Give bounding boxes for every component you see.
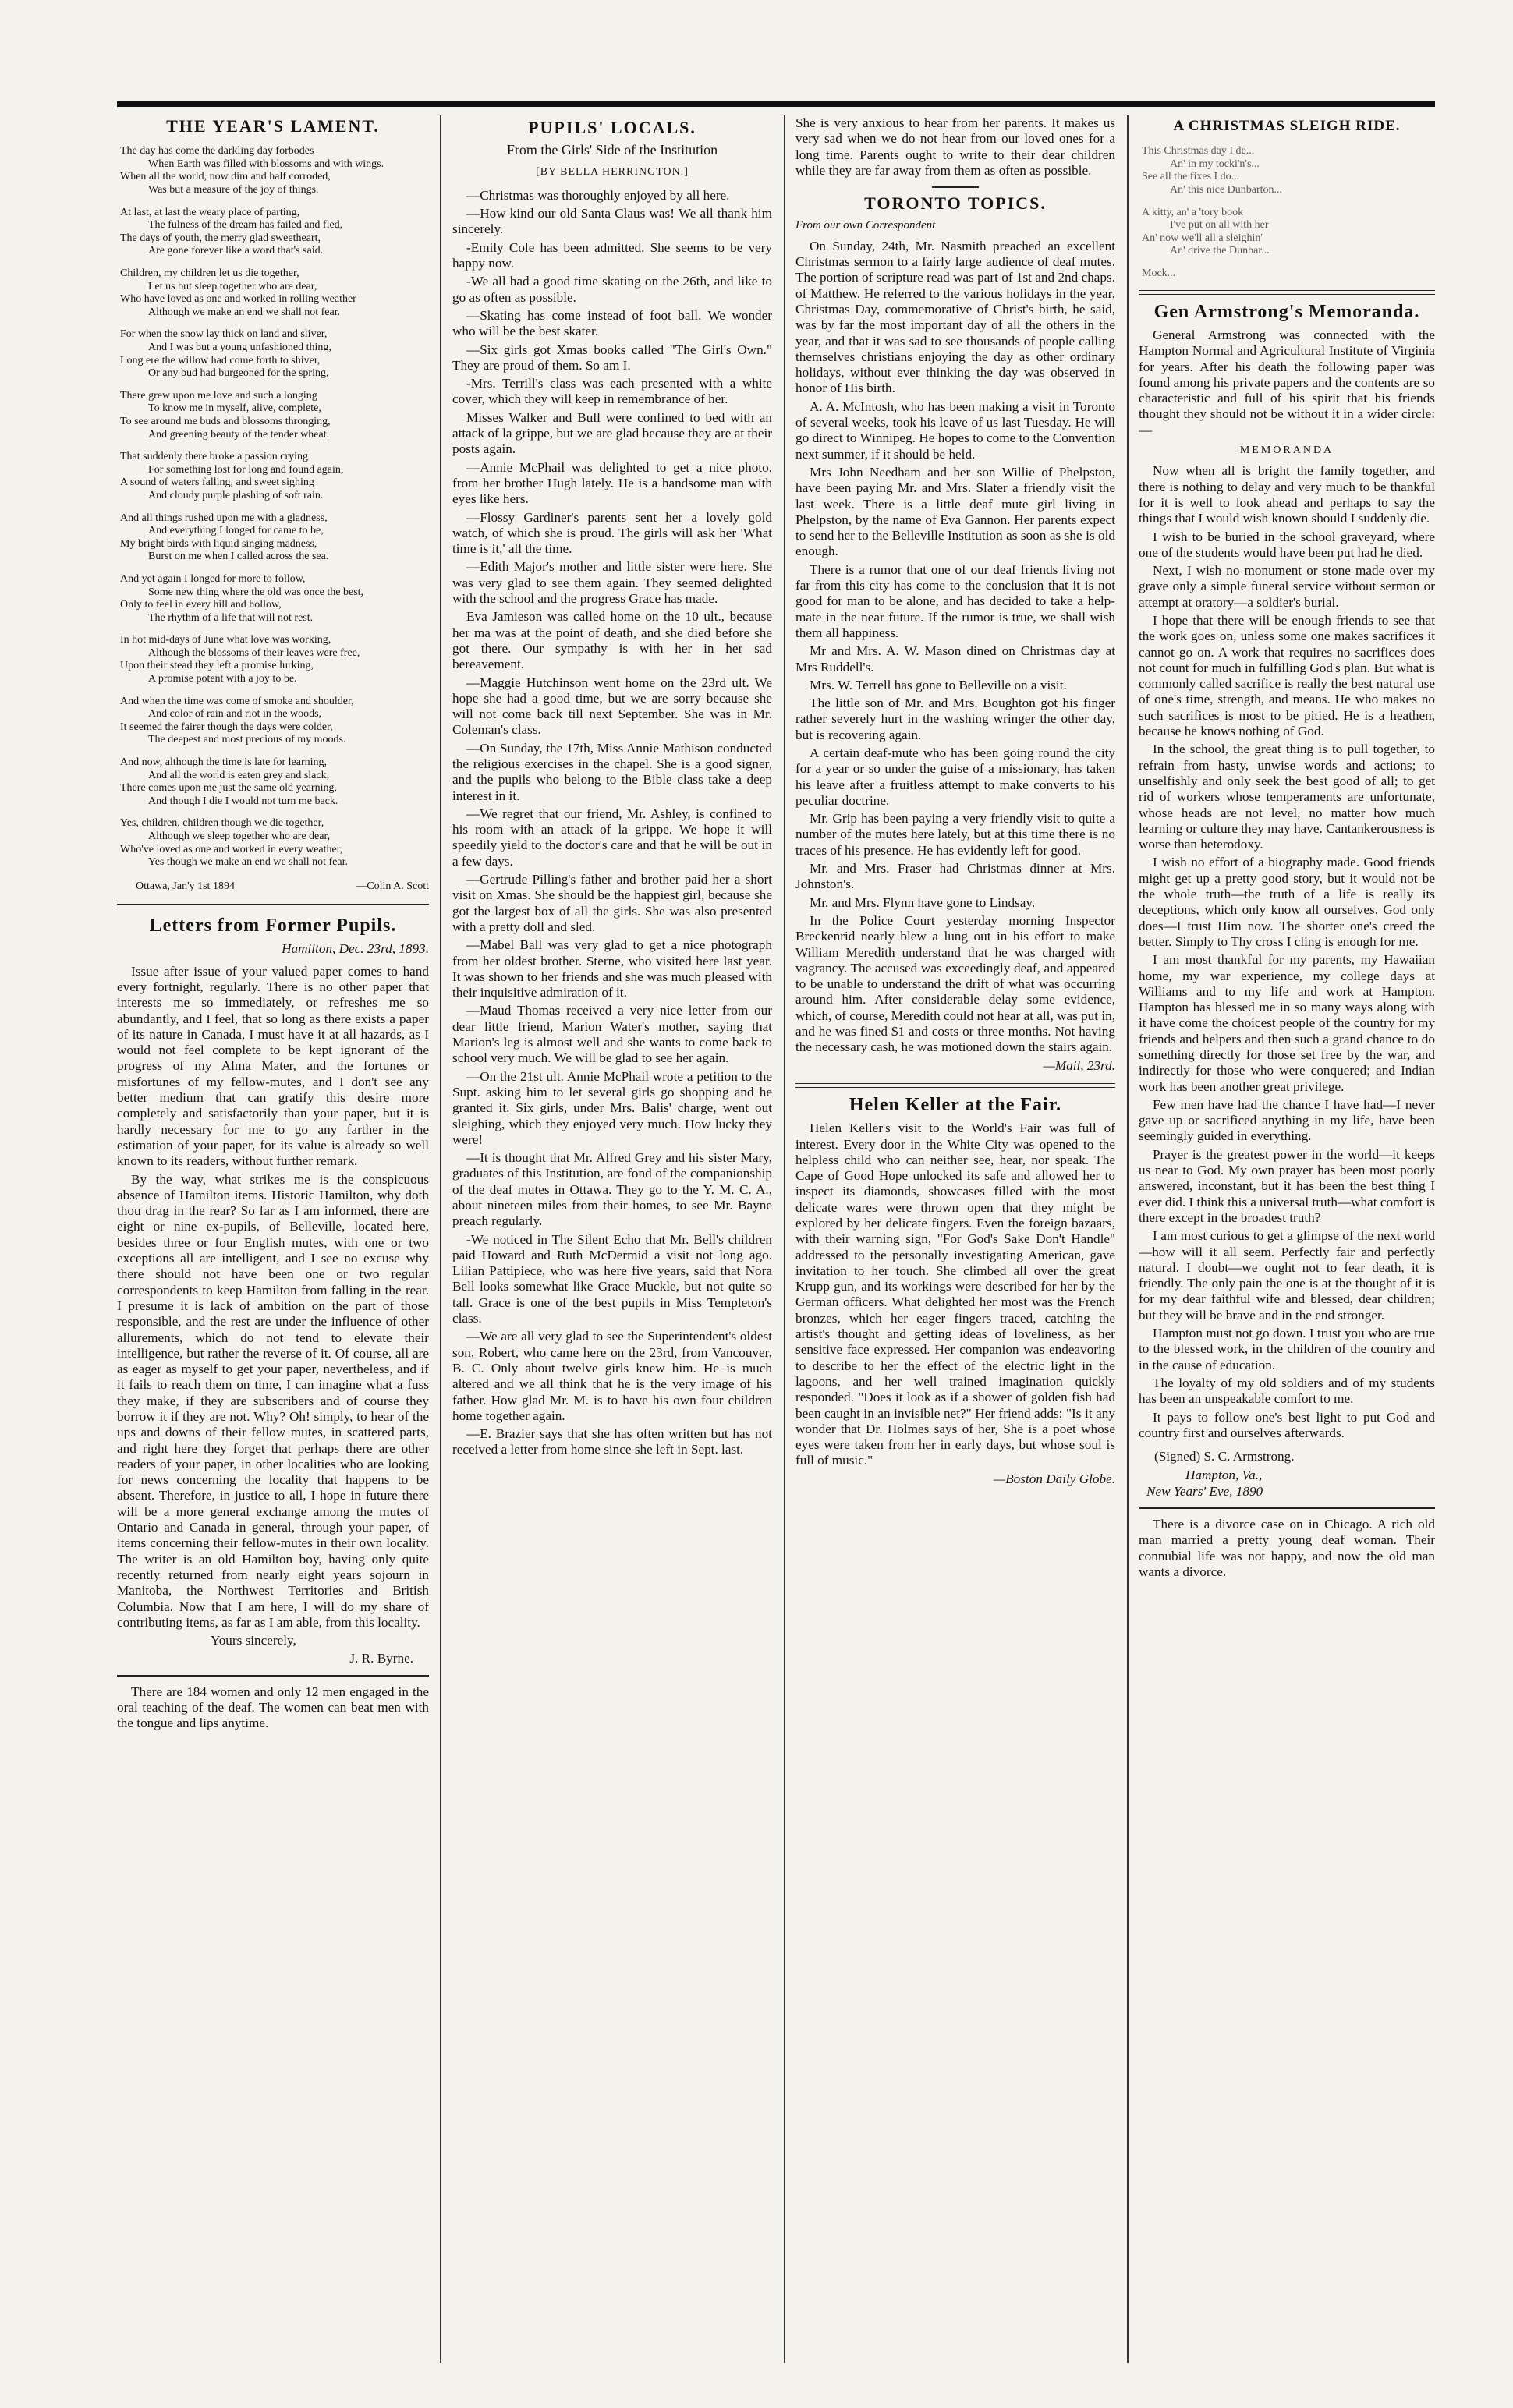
- poem-line: See all the fixes I do...: [1142, 171, 1240, 183]
- column-2: [452, 115, 772, 2363]
- poem-line: And now, although the time is late for learning,: [120, 756, 328, 769]
- local-item: —Flossy Gardiner's parents sent her a lovely gold watch, of which she is proud. The girls will ask her 'What time is it,' all the time.: [452, 509, 772, 557]
- local-item: —Maggie Hutchinson went home on the 23rd ult. We hope she had a good time, but we are sorry because she will not come back till next September. She was in Mr. Coleman's class.: [452, 675, 772, 738]
- helen-title: Helen Keller at the Fair.: [849, 1094, 1062, 1115]
- memo-item: I wish no effort of a biography made. Good friends might get up a pretty good story, but it would not be the whole truth—the truth of a life is really its deceptions, which only know all ourselves. God only does—I trust Him now. The shorter one's creed the better. Simply to Thy cross I cling is enough for me.: [1139, 855, 1435, 949]
- poem-line: The day has come the darkling day forbodes: [120, 145, 314, 158]
- local-item: -Emily Cole has been admitted. She seems to be very happy now.: [452, 239, 772, 271]
- local-item: —We are all very glad to see the Superintendent's oldest son, Robert, who came here on the 23rd, from Vancouver, B. C. Only about twelve girls knew him. He is much altered and we all think that he is the very image of his father. How glad Mr. M. is to have his own four children home together again.: [452, 1329, 772, 1423]
- column-rule: [784, 115, 785, 2363]
- poem-line: And greening beauty of the tender wheat.: [148, 428, 330, 441]
- memo-item: Few men have had the chance I have had—I never gave up or sacrificed anything in my life, have been seemingly guided in everything.: [1139, 1096, 1435, 1144]
- poem-stanza: [1142, 207, 1435, 258]
- memo-item: In the school, the great thing is to pull together, to refrain from hasty, unwise words and actions; to unselfishly and only seek the best good of all; to get rid of workers whose temperaments are unfortunate, whose heads are not level, no matter how much learning or culture they may have. Cantankerousness is worse than heterodoxy.: [1139, 742, 1435, 852]
- toronto-item: Mr. and Mrs. Fraser had Christmas dinner at Mrs. Johnston's.: [795, 861, 1115, 892]
- toronto-item: There is a rumor that one of our deaf friends living not far from this city has come to the conclusion that it is not good for man to be alone, and has decided to take a help-mate in the near future. If the rumor is true, we shall wish them all happiness.: [795, 561, 1115, 640]
- poem-signature: [136, 879, 429, 894]
- letter-paragraph: Issue after issue of your valued paper comes to hand every fortnight, regularly. There is no other paper that interests me so immediately, or refreshes me so abundantly, and I feel, that so long as there exists a paper of its nature in Canada, I must have it at all hazards, as I would not feel complete to be kept ignorant of the progress of my Alma Mater, and the fortunes or misfortunes of my fellow-mutes, and I don't see any better medium that can gratify this desire more completely and satisfactorily than your paper, but it is hardly necessary for me to go any farther in the estimation of your paper, for its value is already so well known to its readers, without further remark.: [117, 963, 429, 1169]
- local-item: —Annie McPhail was delighted to get a nice photo. from her brother Hugh lately. He is a handsome man with eyes like hers.: [452, 459, 772, 507]
- memo-item: It pays to follow one's best light to put God and country first and ourselves afterwards.: [1139, 1409, 1435, 1440]
- locals-title: PUPILS' LOCALS.: [528, 118, 696, 137]
- toronto-item: Mr. and Mrs. Flynn have gone to Lindsay.: [810, 894, 1036, 910]
- memo-item: I hope that there will be enough friends to see that the work goes on, unless some one makes sacrifices it cannot go on. A work that requires no sacrifices does not count for much in fulfilling God's plan. But what is commonly called sacrifice is really the best natural use of one's time, strength, and means. He who makes no such sacrifices is most to be pitied. He is a heathen, because he knows nothing of God.: [1139, 612, 1435, 739]
- poem-stanza: [120, 145, 429, 197]
- helen-paragraph: Helen Keller's visit to the World's Fair was full of interest. Every door in the White City was opened to the helpless child who can neither see, hear, nor speak. The Cape of Good Hope unlocked its safe and allowed her to inspect its diamonds, showcases filled with the most delicate wares were thrown open that they might be explored by her delicate fingers. Even the foreign bazaars, with their warning sign, "For God's Sake Don't Handle" addressed to the personally investigating American, gave invitation to her touch. She climbed all over the great Krupp gun, and its workings were described for her by the German officers. What delighted her most was the French bronzes, which her eager fingers traced, catching the artist's thought and getting ideas of loveliness, as her sensitive face expressed. Her companion was endeavoring to describe to her the effect of the electric light in the lagoons, and her well trained imagination quickly responded. "Does it look as if a shower of golden fish had been caught in an invisible net?" Her friend adds: "Is it any wonder that Dr. Holmes says of her, She is a poet whose eyes were taken from her in early days, but whose soul is full of music.": [795, 1121, 1115, 1468]
- poem-line: Who've loved as one and worked in every weather,: [120, 843, 343, 855]
- poem-line: In hot mid-days of June what love was working,: [120, 634, 331, 646]
- local-item: —On Sunday, the 17th, Miss Annie Mathison conducted the religious exercises in the chapel. She is a good signer, and the pupils who belong to the Bible class take a deep interest in it.: [452, 740, 772, 803]
- poem-line: That suddenly there broke a passion crying: [120, 451, 309, 463]
- toronto-source: —Mail, 23rd.: [1043, 1057, 1115, 1073]
- poem-line: The deepest and most precious of my moods.: [148, 734, 346, 746]
- poem-line: The days of youth, the merry glad sweetheart,: [120, 232, 321, 244]
- toronto-item: Mr and Mrs. A. W. Mason dined on Christmas day at Mrs Ruddell's.: [795, 643, 1115, 675]
- letter-closing: Yours sincerely,: [211, 1633, 296, 1648]
- section-divider: [795, 1083, 1115, 1088]
- poem-years-lament: [117, 145, 429, 869]
- column-3: [795, 115, 1115, 2363]
- poem-line: Only to feel in every hill and hollow,: [120, 599, 282, 611]
- letter-signature: J. R. Byrne.: [349, 1651, 413, 1666]
- poem-line: Mock...: [1142, 267, 1176, 280]
- memo-item: Hampton must not go down. I trust you who are true to the blessed work, in the children of the country and in the cause of education.: [1139, 1326, 1435, 1372]
- poem-stanza: [120, 390, 429, 441]
- local-item: Eva Jamieson was called home on the 10 ult., because her ma was at the point of death, and she died before she got there. Our sympathy is with her in her sad bereavement.: [452, 609, 772, 672]
- section-divider: [117, 1675, 429, 1677]
- local-item: —We regret that our friend, Mr. Ashley, is confined to his room with an attack of la grippe. We hope it will speedily yield to the doctor's care and that he will be out in a few days.: [452, 806, 772, 869]
- armstrong-title: Gen Armstrong's Memoranda.: [1153, 301, 1420, 322]
- poem-line: Although we sleep together who are dear,: [148, 830, 331, 843]
- poem-line: And all the world is eaten grey and slack,: [148, 769, 330, 781]
- memo-item: I wish to be buried in the school graveyard, where one of the students would have been put had he died.: [1139, 529, 1435, 560]
- poem-line: At last, at last the weary place of parting,: [120, 206, 300, 218]
- column-1: [117, 115, 429, 2363]
- column-4: [1139, 115, 1435, 2363]
- section-divider: [1139, 290, 1435, 295]
- poem-stanza: [1142, 145, 1435, 197]
- poem-stanza: [120, 207, 429, 258]
- memo-item: Prayer is the greatest power in the world—it keeps us near to God. My own prayer has been most poorly answered, inconstant, but it has been the best thing I ever did. I think this a universal truth—what comfort is there except in the broadest truth?: [1139, 1146, 1435, 1225]
- poem-title: THE YEAR'S LAMENT.: [166, 116, 380, 136]
- poem-line: This Christmas day I de...: [1142, 145, 1255, 158]
- poem-line: Although we make an end we shall not fear.: [148, 306, 341, 318]
- newspaper-page: [117, 101, 1435, 2363]
- letters-title: Letters from Former Pupils.: [149, 915, 397, 937]
- local-item: -We all had a good time skating on the 26th, and like to go as often as possible.: [452, 274, 772, 305]
- poem-line: Burst on me when I called across the sea.: [148, 551, 329, 563]
- poem-line: And when the time was come of smoke and shoulder,: [120, 695, 354, 707]
- local-item: —Mabel Ball was very glad to get a nice photograph from her oldest brother. Sterne, who visited here last year. It was shown to her friends and she was much pleased with their inquisitive admiration of it.: [452, 937, 772, 1000]
- poem-line: And I was but a young unfashioned thing,: [148, 342, 331, 354]
- local-item: —Christmas was thoroughly enjoyed by all here.: [466, 187, 730, 203]
- helen-source: —Boston Daily Globe.: [993, 1471, 1115, 1486]
- poem-line: A promise potent with a joy to be.: [148, 673, 297, 685]
- local-item: —On the 21st ult. Annie McPhail wrote a petition to the Supt. asking him to let several girls go shopping and he granted it. Six girls, under Mrs. Balis' charge, went out sleighing, which they enjoyed very much. How lucky they were!: [452, 1068, 772, 1147]
- local-item: —Skating has come instead of foot ball. We wonder who will be the best skater.: [452, 307, 772, 339]
- poem-line: Was but a measure of the joy of things.: [148, 184, 319, 197]
- local-item: —How kind our old Santa Claus was! We all thank him sincerely.: [452, 206, 772, 237]
- letters-dateline: Hamilton, Dec. 23rd, 1893.: [282, 941, 429, 957]
- poem-stanza: [120, 267, 429, 319]
- poem-line: Yes, children, children though we die together,: [120, 817, 324, 830]
- toronto-item: Mrs John Needham and her son Willie of Phelpston, have been paying Mr. and Mrs. Slater a friendly visit the last week. There is a little deaf mute girl living in Phelpston, by the name of Eva Gannon. Her parents expect to send her to the Belleville Institution as soon as she is old enough.: [795, 464, 1115, 559]
- letter-paragraph: By the way, what strikes me is the conspicuous absence of Hamilton items. Historic Hamilton, why doth thou drag in the rear? So far as I am informed, there are eight or nine ex-pupils, of Belleville, located here, besides three or four English mutes, with one or two exceptions all are intelligent, and I see no excuse why there should not have been one or two regular correspondents to keep Hamilton from falling in the rear. I presume it is lack of ambition on the part of those responsible, and the rest are under the influence of other allurements, which do not tend to elevate their intelligence, but rather the reverse of it. Of course, all are as eager as myself to get your paper, nevertheless, and if it fails to reach them on time, I can imagine what a fuss they make, if they are subscribers and of course they borrow it if they are not. Why? Oh! simply, to hear of the ups and downs of their fellow mutes, in scattered parts, and right here they forget that perhaps there are other readers of your paper, in other localities who are looking for news concerning the locality that happens to be absent. Therefore, in justice to all, I hope in future there will be a more general exchange among the mutes of Ontario and Canada in general, through your paper, of items concerning their fellow-mutes in their own locality. The writer is an old Hamilton boy, having only quite recently returned from nearly eight years sojourn in Manitoba, the Northwest Territories and British Columbia. Now that I am here, I will do my share of contributing items, as far as I am able, from this locality.: [117, 1171, 429, 1630]
- poem-line: A sound of waters falling, and sweet sighing: [120, 476, 314, 489]
- poem-line: Or any bud had burgeoned for the spring,: [148, 367, 329, 380]
- poem-line: Are gone forever like a word that's said.: [148, 245, 324, 257]
- poem-line: My bright birds with liquid singing madness,: [120, 537, 317, 550]
- toronto-item: On Sunday, 24th, Mr. Nasmith preached an excellent Christmas sermon to a fairly large audience of deaf mutes. The portion of scripture read was part of 1st and 2nd chaps. of Matthew. He referred to the various holidays in the year, Christmas Day, commemorative of Christ's birth, he said, was by far the most important day of all the others in the year, and that it was sad to see thousands of people calling themselves christians enjoying the day as other ordinary holidays, without ever thinking the day was observed in honor of His birth.: [795, 238, 1115, 396]
- local-item: -Mrs. Terrill's class was each presented with a white cover, which they will keep in remembrance of her.: [452, 376, 772, 407]
- local-item: —It is thought that Mr. Alfred Grey and his sister Mary, graduates of this Institution, are fond of the companionship of the deaf mutes in Ottawa. They go to the Y. M. C. A., about nineteen miles from their homes, to see Mr. Bayne preach regularly.: [452, 1150, 772, 1229]
- poem-line: I've put on all with her: [1170, 219, 1269, 232]
- section-divider: [1139, 1507, 1435, 1509]
- poem-stanza: [120, 756, 429, 808]
- masthead-rule: [117, 101, 1435, 107]
- poem-line: And color of rain and riot in the woods,: [148, 708, 322, 721]
- poem-line: To know me in myself, alive, complete,: [148, 402, 321, 415]
- poem-line: An' in my tocki'n's...: [1170, 158, 1260, 170]
- toronto-title: TORONTO TOPICS.: [864, 193, 1047, 214]
- poem-stanza: [120, 512, 429, 564]
- toronto-correspondent: From our own Correspondent: [795, 219, 936, 232]
- sleigh-poem-title: A CHRISTMAS SLEIGH RIDE.: [1173, 118, 1401, 134]
- poem-line: The fulness of the dream has failed and fled,: [148, 219, 343, 232]
- memoranda-heading: MEMORANDA: [1239, 444, 1334, 457]
- filler-paragraph: There are 184 women and only 12 men engaged in the oral teaching of the deaf. The women can beat men with the tongue and lips anytime.: [117, 1684, 429, 1731]
- local-item: —Edith Major's mother and little sister were here. She was very glad to see them again. They seemed delighted with the school and the progress Grace has made.: [452, 559, 772, 607]
- poem-line: Yes though we make an end we shall not fear.: [148, 856, 348, 869]
- poem-line: Long ere the willow had come forth to shiver,: [120, 354, 321, 367]
- memo-item: The loyalty of my old soldiers and of my students has been an unspeakable comfort to me.: [1139, 1375, 1435, 1407]
- poem-line: When all the world, now dim and half corroded,: [120, 171, 331, 183]
- toronto-item: A. A. McIntosh, who has been making a visit in Toronto of several weeks, took his leave of us last Tuesday. He will go direct to Winnipeg. He hopes to come to the Convention next summer, if it should be held.: [795, 398, 1115, 462]
- poem-line: Who have loved as one and worked in rolling weather: [120, 293, 356, 306]
- local-item: —Six girls got Xmas books called "The Girl's Own." They are proud of them. So am I.: [452, 342, 772, 373]
- toronto-item: Mrs. W. Terrell has gone to Belleville on a visit.: [810, 677, 1067, 692]
- poem-line: And cloudy purple plashing of soft rain.: [148, 489, 324, 501]
- poem-place-date: Ottawa, Jan'y 1st 1894: [136, 880, 235, 892]
- toronto-item: A certain deaf-mute who has been going round the city for a year or so under the guise of a missionary, has taken his leave after a fruitless attempt to make converts to his peculiar doctrine.: [795, 745, 1115, 808]
- armstrong-intro: General Armstrong was connected with the Hampton Normal and Agricultural Institute of Virginia for years. After his death the following paper was found among his private papers and the contents are so characteristic and full of his spirit that his friends thought they should not be without it in a wider circle:—: [1139, 327, 1435, 437]
- poem-stanza: [120, 451, 429, 502]
- poem-line: And though I die I would not turn me back.: [148, 795, 338, 807]
- poem-author: —Colin A. Scott: [356, 880, 429, 892]
- short-divider: [932, 186, 979, 188]
- toronto-item: Mr. Grip has been paying a very friendly visit to quite a number of the mutes here lately, but at this time there is no traces of his presence. He has evidently left for good.: [795, 811, 1115, 858]
- local-item: -We noticed in The Silent Echo that Mr. Bell's children paid Howard and Ruth McDermid a visit not long ago. Lilian Pattipiece, who was here five years, said that Nora Bell looks somewhat like Grace Muckle, but not quite so tall. Grace is one of the best pupils in Miss Templeton's class.: [452, 1231, 772, 1326]
- poem-stanza: [120, 328, 429, 380]
- section-divider: [117, 904, 429, 908]
- poem-line: An' this nice Dunbarton...: [1170, 184, 1283, 197]
- toronto-item: The little son of Mr. and Mrs. Boughton got his finger rather severely hurt in the washing wringer the other day, but is recovering again.: [795, 696, 1115, 742]
- poem-stanza: [120, 634, 429, 685]
- local-item: Misses Walker and Bull were confined to bed with an attack of la grippe, but we are glad because they are at their posts again.: [452, 409, 772, 457]
- poem-line: When Earth was filled with blossoms and with wings.: [148, 158, 384, 170]
- local-item: —Maud Thomas received a very nice letter from our dear little friend, Marion Water's mother, saying that Marion's leg is almost well and she wants to come back to school very much. We will be glad to see her again.: [452, 1003, 772, 1066]
- poem-stanza: [1142, 267, 1435, 281]
- poem-line: An' drive the Dunbar...: [1170, 245, 1270, 257]
- poem-line: There comes upon me just the same old yearning,: [120, 782, 337, 795]
- divorce-paragraph: There is a divorce case on in Chicago. A rich old man married a pretty young deaf woman. Their connubial life was not happy, and now the old man wants a divorce.: [1139, 1517, 1435, 1579]
- poem-stanza: [120, 573, 429, 625]
- poem-line: To see around me buds and blossoms thronging,: [120, 415, 331, 427]
- poem-stanza: [120, 696, 429, 747]
- memoranda-paragraphs: [1139, 463, 1435, 1441]
- poem-line: Some new thing where the old was once the best,: [148, 586, 364, 598]
- poem-sleigh-ride: [1139, 145, 1435, 280]
- memo-date: New Years' Eve, 1890: [1146, 1483, 1263, 1499]
- continued-paragraph: She is very anxious to hear from her parents. It makes us very sad when we do not hear from our loved ones for a long time. Parents ought to write to their dear children while they are far away from them as often as possible.: [795, 115, 1115, 178]
- local-item: —Gertrude Pilling's father and brother paid her a short visit on Xmas. She should be the happiest girl, because she got the largest box of all the girls. She was also presented with a pretty doll and sled.: [452, 872, 772, 934]
- locals-items: [452, 188, 772, 1458]
- memo-item: I am most curious to get a glimpse of the next world—how will it all seem. Perfectly fair and perfectly natural. I doubt—we ought not to fear death, it is friendly. The only pain the one is at the thought of it is for my dear faithful wife and blessed, dear children; but they will be brave and in the end stronger.: [1139, 1228, 1435, 1323]
- poem-line: And yet again I longed for more to follow,: [120, 572, 306, 585]
- poem-line: Children, my children let us die together,: [120, 267, 299, 280]
- poem-line: Although the blossoms of their leaves were free,: [148, 646, 360, 659]
- local-item: —E. Brazier says that she has often written but has not received a letter from home since she left in Sept. last.: [452, 1426, 772, 1457]
- poem-line: A kitty, an' a 'tory book: [1142, 206, 1244, 218]
- poem-line: The rhythm of a life that will not rest.: [148, 611, 314, 624]
- poem-line: For something lost for long and found again,: [148, 463, 344, 476]
- column-rule: [440, 115, 441, 2363]
- poem-line: There grew upon me love and such a longing: [120, 389, 317, 402]
- column-rule: [1127, 115, 1129, 2363]
- memo-signed: (Signed) S. C. Armstrong.: [1154, 1449, 1295, 1464]
- toronto-paragraphs: [795, 239, 1115, 1056]
- poem-line: For when the snow lay thick on land and sliver,: [120, 328, 328, 341]
- memo-item: Now when all is bright the family together, and there is nothing to delay and very much to be thankful for it is well to look ahead and perhaps to say the things that I would wish known should I suddenly die.: [1139, 463, 1435, 526]
- poem-line: An' now we'll all a sleighin': [1142, 232, 1263, 244]
- poem-line: It seemed the fairer though the days were colder,: [120, 721, 333, 733]
- toronto-item: In the Police Court yesterday morning Inspector Breckenrid nearly blew a lung out in his effort to make William Meredith understand that he was charged with vagrancy. The accused was exceedingly deaf, and appeared to be unable to understand the drift of what was occurring around him. After considerable delay some evidence, which, of course, Meredith could not hear at all, was put in, and he was fined $1 and costs or three months. Not having the necessary cash, he was motioned down the stairs again.: [795, 912, 1115, 1055]
- poem-stanza: [120, 817, 429, 869]
- locals-subtitle: From the Girls' Side of the Institution: [506, 142, 718, 158]
- poem-line: Upon their stead they left a promise lurking,: [120, 660, 314, 672]
- poem-line: And everything I longed for came to be,: [148, 525, 324, 537]
- memo-item: Next, I wish no monument or stone made over my grave only a simple funeral service without sermon or attempt at oratory—a soldier's burial.: [1139, 563, 1435, 610]
- poem-line: Let us but sleep together who are dear,: [148, 280, 317, 292]
- locals-byline: [BY BELLA HERRINGTON.]: [536, 165, 689, 178]
- memo-place: Hampton, Va.,: [1185, 1468, 1263, 1483]
- memo-item: I am most thankful for my parents, my Hawaiian home, my war experience, my college days at Williams and to my life and work at Hampton. Hampton has blessed me in so many ways along with it have come the choicest people of the country for my friends and helpers and then such a grand chance to do something directly for those set free by the war, and indirectly for those who were conquered; and Indian work has been another great privilege.: [1139, 952, 1435, 1094]
- poem-line: And all things rushed upon me with a gladness,: [120, 512, 328, 524]
